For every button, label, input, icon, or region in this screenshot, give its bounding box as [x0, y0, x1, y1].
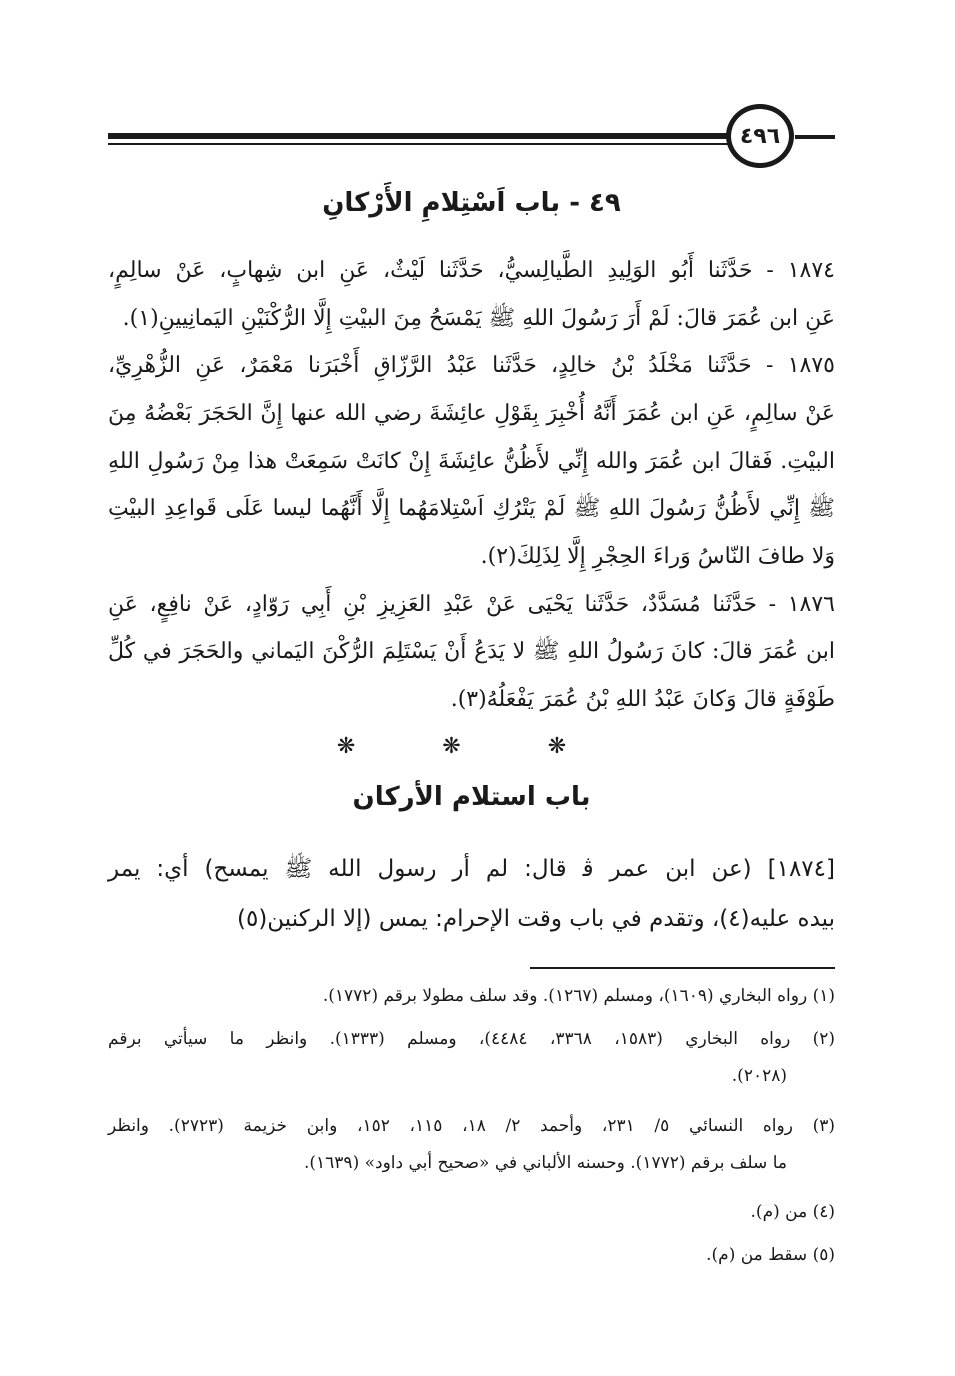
footnote-continued: (٢٠٢٨). [731, 1066, 787, 1086]
hadith-line: ١٨٧٥ - حَدَّثَنا مَخْلَدُ بْنُ خالِدٍ، حَدَّثَنا عَبْدُ الرَّزّاقِ أَخْبَرَنا مَعْمَرٌ، عَنِ الزُّهْرِيِّ، [108, 353, 835, 378]
hadith-line: ١٨٧٤ - حَدَّثَنا أَبُو الوَلِيدِ الطَّيالِسيُّ، حَدَّثَنا لَيْثٌ، عَنِ ابن شِهابٍ، عَنْ سالِمٍ، [108, 258, 835, 283]
footnote: (١) رواه البخاري (١٦٠٩)، ومسلم (١٢٦٧). وقد سلف مطولا برقم (١٧٧٢). [322, 986, 835, 1006]
hadith-line: وَلا طافَ النّاسُ وَراءَ الحِجْرِ إِلَّا لِذَلِكَ(٢). [480, 544, 835, 569]
footnote: (٥) سقط من (م). [706, 1245, 835, 1265]
footnote: (٢) رواه البخاري (١٥٨٣، ٣٣٦٨، ٤٤٨٤)، ومسلم (١٣٣٣). وانظر ما سيأتي برقم [108, 1029, 836, 1049]
header-rule [108, 133, 730, 139]
hadith-line: ١٨٧٦ - حَدَّثَنا مُسَدَّدٌ، حَدَّثَنا يَحْيَى عَنْ عَبْدِ العَزِيزِ بْنِ أَبِي رَوّادٍ، عَنْ نافِعٍ، عَنِ [108, 592, 835, 617]
header-rule-thin [108, 143, 730, 145]
commentary-title: باب استلام الأركان [352, 782, 591, 812]
section-separator: ❋ ❋ ❋ [336, 734, 607, 759]
hadith-line: ﷺ إِنِّي لأَظُنُّ رَسُولَ اللهِ ﷺ لَمْ يَتْرُكِ اَسْتِلامَهُما إِلَّا أَنَّهُما ليسا عَلَى قَواعِدِ البيْتِ [108, 496, 835, 521]
header-rule-right [795, 135, 835, 139]
hadith-line: البيْتِ. فَقالَ ابن عُمَرَ والله إِنِّي لأَظُنُّ عائِشَةَ إِنْ كانَتْ سَمِعَتْ هذا مِنْ رَسُولِ اللهِ [108, 449, 835, 474]
chapter-title: ٤٩ - باب اَسْتِلامِ الأَرْكانِ [322, 188, 621, 218]
hadith-line: عَنْ سالِمٍ، عَنِ ابن عُمَرَ أَنَّهُ أُخْبِرَ بِقَوْلِ عائِشَةَ رضي الله عنها إِنَّ الحَجَرَ بَعْضُهُ مِنَ [108, 401, 835, 426]
page-number: ٤٩٦ [739, 123, 781, 149]
footnote: (٣) رواه النسائي ٥/ ٢٣١، وأحمد ٢/ ١٨، ١١٥، ١٥٢، وابن خزيمة (٢٧٢٣). وانظر [108, 1116, 835, 1136]
footnote-continued: ما سلف برقم (١٧٧٢). وحسنه الألباني في «صحيح أبي داود» (١٦٣٩). [303, 1153, 787, 1173]
footnote-rule [530, 967, 835, 969]
hadith-line: عَنِ ابن عُمَرَ قالَ: لَمْ أَرَ رَسُولَ اللهِ ﷺ يَمْسَحُ مِنَ البيْتِ إِلَّا الرُّكْنَيْنِ اليَمانِيينِ(١). [122, 306, 835, 331]
commentary-line: بيده عليه(٤)، وتقدم في باب وقت الإحرام: يمس (إلا الركنين(٥) [236, 906, 835, 932]
page-number-badge [726, 104, 794, 168]
hadith-line: ابن عُمَرَ قالَ: كانَ رَسُولُ اللهِ ﷺ لا يَدَعُ أَنْ يَسْتَلِمَ الرُّكْنَ اليَماني والحَجَرَ في كُلِّ [108, 639, 835, 664]
hadith-line: طَوْفَةٍ قالَ وَكانَ عَبْدُ اللهِ بْنُ عُمَرَ يَفْعَلُهُ(٣). [450, 687, 835, 712]
commentary-line: [١٨٧٤] (عن ابن عمر ﭬ قال: لم أر رسول الله ﷺ يمسح) أي: يمر [108, 856, 835, 882]
footnote: (٤) من (م). [750, 1202, 835, 1222]
